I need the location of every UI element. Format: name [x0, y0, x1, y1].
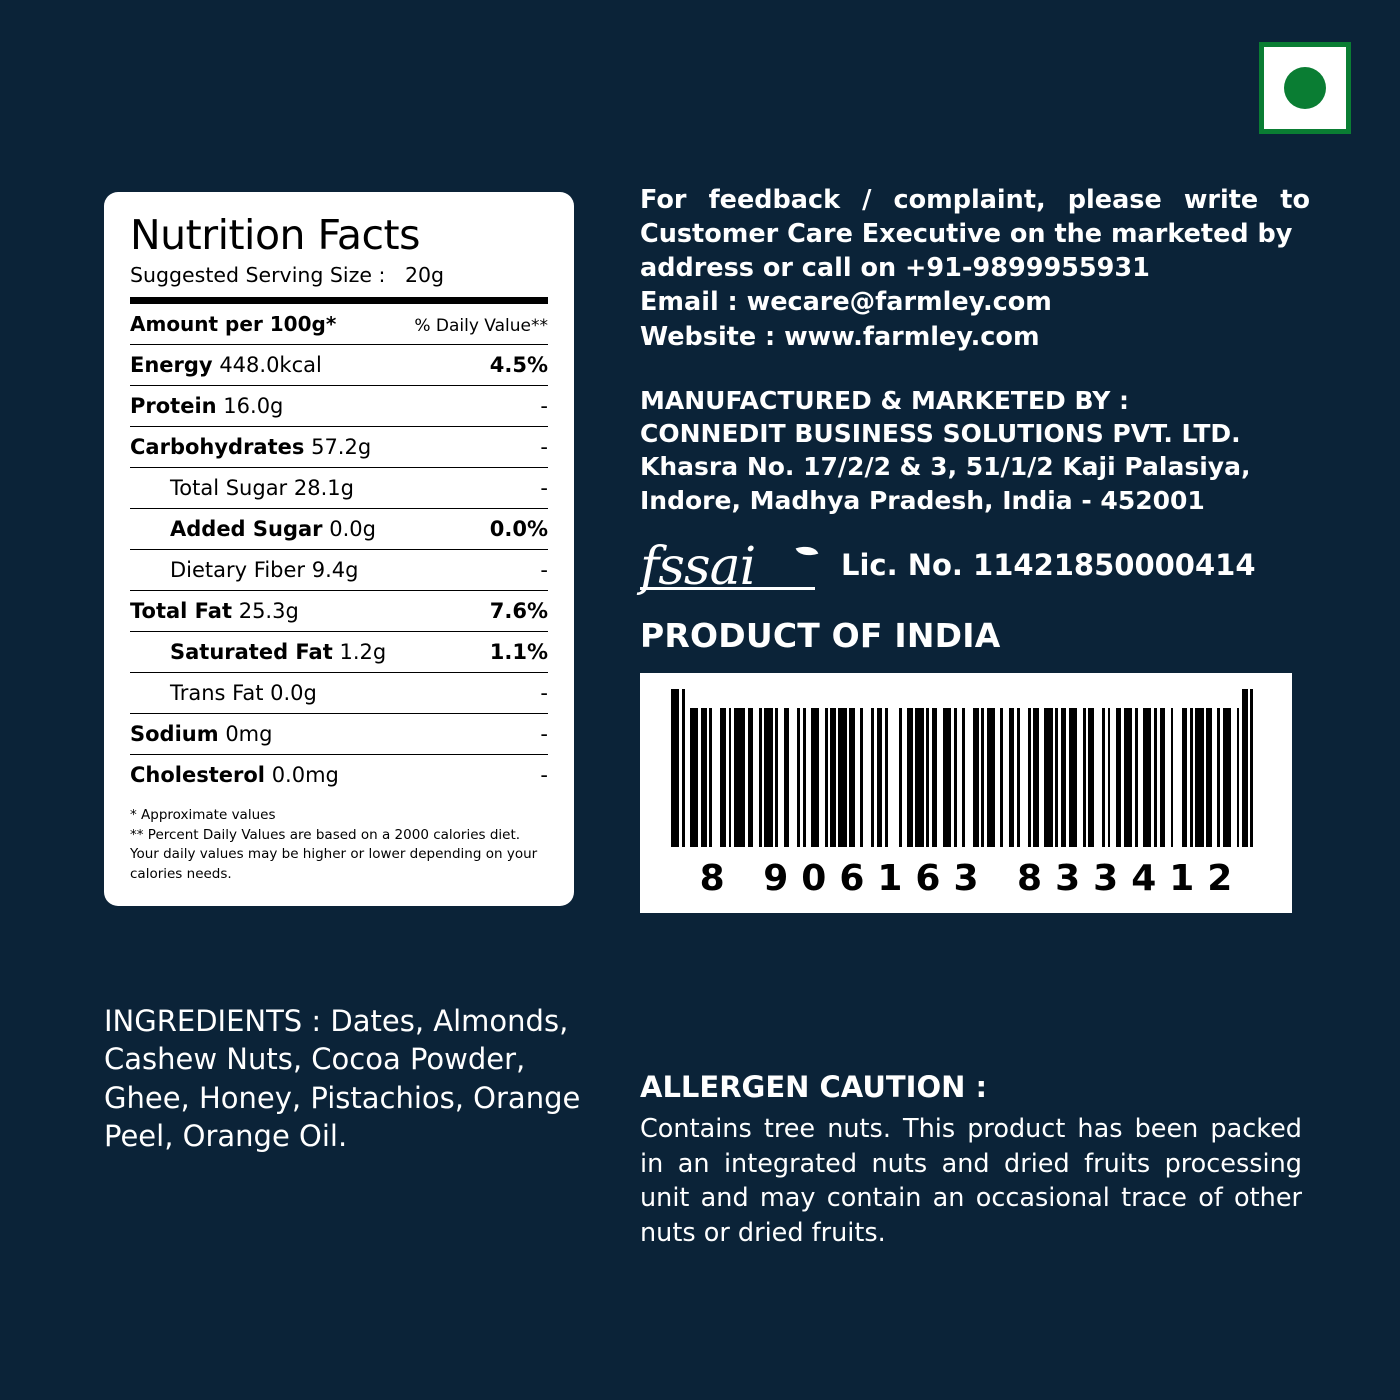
nutrient-daily-value: 0.0% [414, 509, 548, 550]
barcode-bar [789, 708, 797, 847]
barcode-bar [690, 708, 698, 847]
barcode-bar [1223, 708, 1231, 847]
ingredients-text: Dates, Almonds, Cashew Nuts, Cocoa Powder, Ghee, Honey, Pistachios, Orange Peel, Orange Oil. [104, 1004, 581, 1153]
fssai-logo-wrap [640, 536, 815, 597]
barcode-bar [1020, 708, 1028, 847]
nutrient-daily-value: - [414, 714, 548, 755]
nutrition-row [130, 509, 548, 550]
nutrition-row [130, 673, 548, 714]
nutrition-row [130, 386, 548, 427]
barcode-bar [915, 708, 923, 847]
barcode [640, 673, 1292, 913]
nutrient-name-value [130, 591, 414, 632]
nutrient-daily-value: - [540, 763, 548, 788]
nutrition-footnotes [130, 806, 548, 884]
nutrient-value: 16.0g [223, 394, 284, 419]
nutrient-value: 25.3g [238, 599, 299, 624]
right-column [640, 184, 1310, 913]
barcode-bar [863, 708, 871, 847]
barcode-bar [965, 708, 973, 847]
nutrient-name-value [130, 755, 414, 796]
footnote-daily-values: ** Percent Daily Values are based on a 2000 calories diet. Your daily values may be higher or lower depending on your calories needs. [130, 826, 538, 882]
nutrient-name: Trans Fat [170, 681, 264, 706]
nutrient-value: 0.0g [329, 517, 376, 542]
nutrition-row [130, 755, 548, 796]
nutrient-name-value [130, 673, 414, 714]
barcode-bar [1124, 708, 1132, 847]
nutrient-name: Cholesterol [130, 763, 265, 788]
nutrient-daily-value: - [414, 427, 548, 468]
fssai-logo-text: fssai [640, 536, 756, 597]
fssai-leaf-icon [796, 542, 819, 560]
barcode-bar [1143, 708, 1151, 847]
nutrient-value: 0.0g [270, 681, 317, 706]
nutrient-name: Added Sugar [170, 517, 323, 542]
barcode-bar [811, 708, 819, 847]
nutrition-facts-panel [104, 192, 574, 906]
nutrition-header-dv: % Daily Value** [414, 304, 548, 345]
ingredients-block [104, 1002, 614, 1155]
barcode-bar [1069, 708, 1077, 847]
nutrition-table [130, 304, 548, 795]
barcode-bar [1173, 708, 1181, 847]
barcode-bars [671, 689, 1261, 847]
allergen-body: Contains tree nuts. This product has been packed in an integrated nuts and dried fruits processing unit and may contain an occasional trace of other nuts or dried fruits. [640, 1114, 1302, 1249]
nutrient-name-value [130, 386, 414, 427]
nutrition-header-amount: Amount per 100g* [130, 304, 414, 345]
feedback-line1: For feedback / complaint, please write to Customer Care Executive on the marketed by [640, 185, 1310, 249]
ingredients-label: INGREDIENTS : [104, 1004, 331, 1038]
nutrition-row [130, 427, 548, 468]
email-line[interactable]: Email : wecare@farmley.com [640, 287, 1052, 318]
nutrient-name-value [130, 714, 414, 755]
nutrient-value: 1.2g [339, 640, 387, 665]
nutrition-facts-title: Nutrition Facts [130, 211, 420, 259]
nutrient-name: Dietary Fiber [170, 558, 306, 583]
nutrient-name: Energy [130, 353, 213, 378]
nutrient-daily-value: - [414, 386, 548, 427]
manufacturer-block [640, 384, 1310, 517]
nutrient-value: 9.4g [311, 558, 359, 583]
nutrient-value: 57.2g [311, 435, 372, 460]
footnote-approximate: * Approximate values [130, 807, 276, 824]
barcode-bar [1094, 708, 1102, 847]
nutrient-value: 0mg [225, 722, 273, 747]
nutrient-name-value [130, 345, 414, 386]
nutrition-row [130, 714, 548, 755]
manufacturer-name: CONNEDIT BUSINESS SOLUTIONS PVT. LTD. [640, 419, 1241, 449]
serving-size-label: Suggested Serving Size : 20g [130, 263, 445, 288]
product-of-india-label: PRODUCT OF INDIA [640, 615, 1001, 655]
allergen-title: ALLERGEN CAUTION : [640, 1070, 988, 1104]
barcode-bar [734, 708, 745, 847]
nutrient-name-value [130, 468, 414, 509]
barcode-bar [764, 708, 772, 847]
nutrient-name: Total Fat [130, 599, 233, 624]
nutrient-name: Sodium [130, 722, 219, 747]
nutrient-name-value [130, 509, 414, 550]
barcode-bar [712, 708, 720, 847]
fssai-license-number: Lic. No. 11421850000414 [841, 548, 1256, 583]
customer-care-phone[interactable]: +91-9899955931 [905, 253, 1150, 284]
nutrition-divider [130, 297, 548, 304]
barcode-bar [1253, 689, 1261, 847]
allergen-block [640, 1070, 1302, 1251]
nutrition-row [130, 468, 548, 509]
barcode-digits: 8 906163 833412 [699, 857, 1246, 899]
manufacturer-heading: MANUFACTURED & MARKETED BY : [640, 385, 1130, 415]
website-line[interactable]: Website : www.farmley.com [640, 321, 1040, 352]
nutrient-daily-value: - [414, 550, 548, 591]
nutrient-value: 28.1g [293, 476, 354, 501]
nutrition-header-row [130, 304, 548, 345]
nutrition-row [130, 632, 548, 673]
barcode-bar [1044, 708, 1052, 847]
nutrient-daily-value: 7.6% [414, 591, 548, 632]
barcode-bar [888, 708, 899, 847]
manufacturer-address-2: Indore, Madhya Pradesh, India - 452001 [640, 485, 1205, 515]
nutrient-name-value [130, 550, 414, 591]
fssai-row [640, 536, 1310, 597]
vegetarian-mark-icon [1259, 42, 1351, 134]
nutrient-daily-value: - [414, 673, 548, 714]
barcode-bar [943, 708, 951, 847]
manufacturer-address-1: Khasra No. 17/2/2 & 3, 51/1/2 Kaji Palasiya, [640, 452, 1251, 482]
nutrition-row [130, 550, 548, 591]
barcode-bar [1195, 708, 1203, 847]
nutrient-daily-value: - [414, 468, 548, 509]
nutrient-daily-value: 1.1% [414, 632, 548, 673]
nutrition-row [130, 591, 548, 632]
call-on-label: address or call on [640, 253, 906, 284]
nutrient-name: Total Sugar [170, 476, 288, 501]
nutrient-name: Protein [130, 394, 217, 419]
nutrient-name-value [130, 427, 414, 468]
barcode-bar [671, 689, 679, 847]
fssai-logo-icon [640, 536, 815, 597]
feedback-line2 [640, 251, 1310, 285]
nutrition-row [130, 345, 548, 386]
nutrient-value: 448.0kcal [219, 353, 322, 378]
barcode-bar [987, 708, 995, 847]
barcode-bar [838, 708, 846, 847]
nutrient-name: Carbohydrates [130, 435, 305, 460]
nutrient-value: 0.0mg [271, 763, 339, 788]
nutrient-daily-value: 4.5% [414, 345, 548, 386]
nutrient-name: Saturated Fat [170, 640, 333, 665]
nutrient-name-value [130, 632, 414, 673]
vegetarian-dot [1284, 67, 1326, 109]
